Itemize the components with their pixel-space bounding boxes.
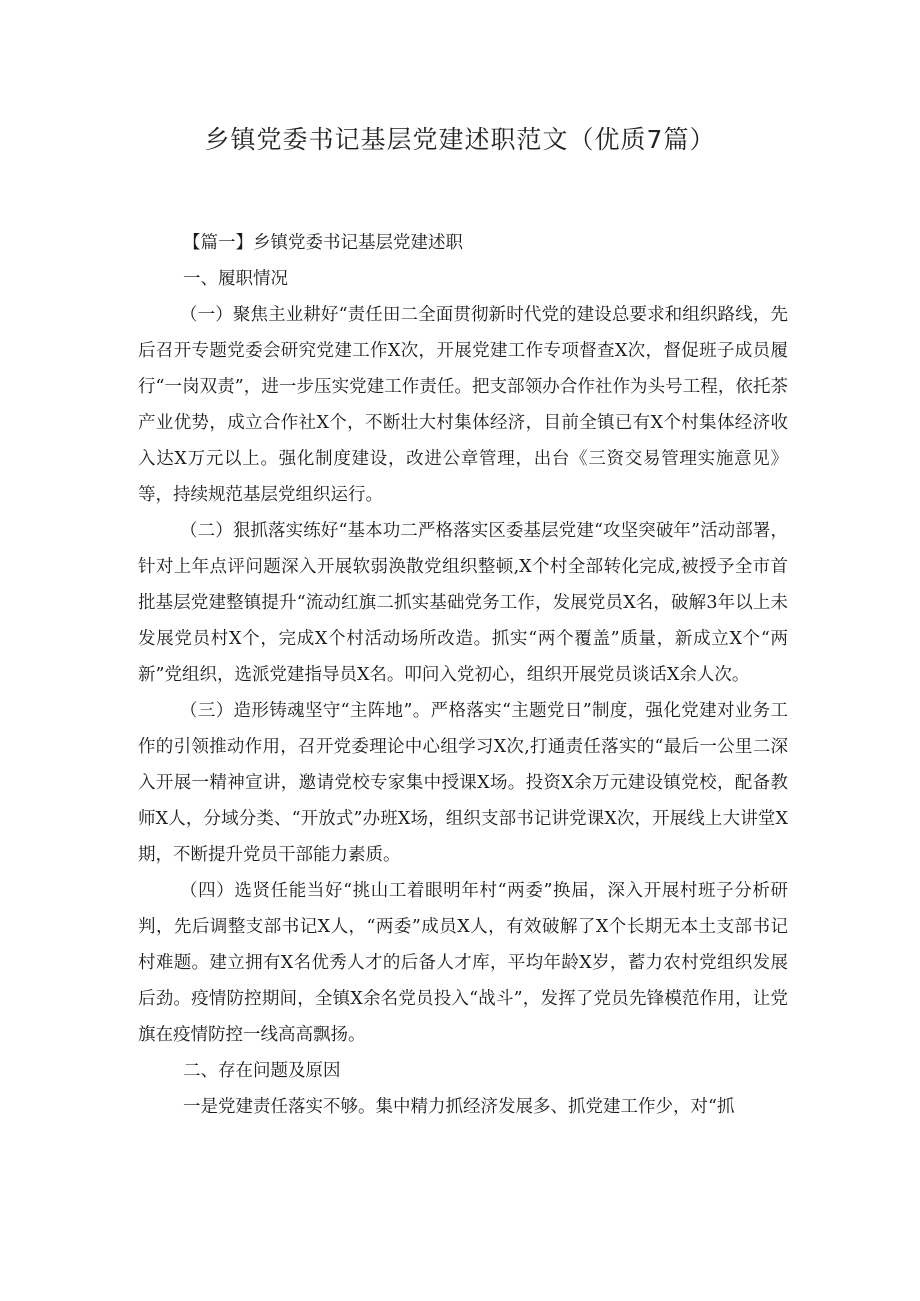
- paragraph-2: （二）狠抓落实练好“基本功二严格落实区委基层党建“攻坚突破年”活动部署，针对上年点评问题深入开展软弱涣散党组织整顿,X个村全部转化完成,被授予全市首批基层党建整镇提升“流动红旗二抓实基础党务工作，发展党员X名，破解3年以上未发展党员村X个，完成X个村活动场所改造。抓实“两个覆盖”质量，新成立X个“两新”党组织，选派党建指导员X名。叩问入党初心，组织开展党员谈话X余人次。: [138, 521, 788, 685]
- section-heading-2: 二、存在问题及原因: [183, 1061, 341, 1081]
- paragraph-5: 一是党建责任落实不够。集中精力抓经济发展多、抓党建工作少，对“抓: [183, 1097, 735, 1117]
- paragraph-3: （三）造形铸魂坚守“主阵地”。严格落实“主题党日”制度，强化党建对业务工作的引领推动作用，召开党委理论中心组学习X次,打通责任落实的“最后一公里二深入开展一精神宣讲，邀请党校专家集中授课X场。投资X余万元建设镇党校，配备教师X人，分域分类、“开放式”办班X场，组织支部书记讲党课X次，开展线上大讲堂X期，不断提升党员干部能力素质。: [138, 701, 788, 865]
- document-title: 乡镇党委书记基层党建述职范文（优质7篇）: [204, 125, 716, 154]
- chapter-heading: 【篇一】乡镇党委书记基层党建述职: [183, 233, 463, 253]
- section-heading-1: 一、履职情况: [183, 269, 288, 289]
- paragraph-4: （四）选贤任能当好“挑山工着眼明年村“两委”换届，深入开展村班子分析研判，先后调整支部书记X人，“两委”成员X人，有效破解了X个长期无本土支部书记村难题。建立拥有X名优秀人才的后备人才库，平均年龄X岁，蓄力农村党组织发展后劲。疫情防控期间，全镇X余名党员投入“战斗”，发挥了党员先锋模范作用，让党旗在疫情防控一线高高飘扬。: [138, 881, 788, 1045]
- document-body: [138, 225, 788, 1125]
- paragraph-1: （一）聚焦主业耕好“责任田二全面贯彻新时代党的建设总要求和组织路线，先后召开专题党委会研究党建工作X次，开展党建工作专项督查X次，督促班子成员履行“一岗双责”，进一步压实党建工作责任。把支部领办合作社作为头号工程，依托茶产业优势，成立合作社X个，不断壮大村集体经济，目前全镇已有X个村集体经济收入达X万元以上。强化制度建设，改进公章管理，出台《三资交易管理实施意见》等，持续规范基层党组织运行。: [138, 305, 788, 505]
